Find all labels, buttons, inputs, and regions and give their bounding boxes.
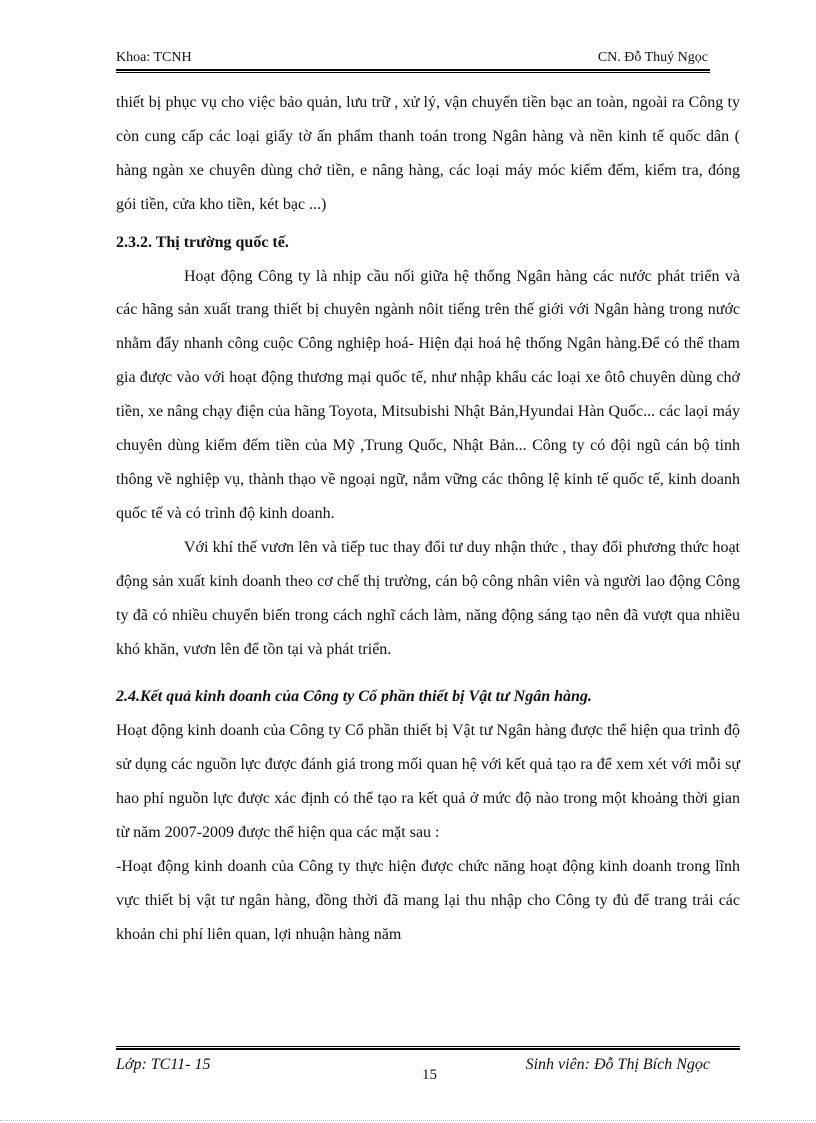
document-body [116, 86, 740, 952]
footer-class: Lớp: TC11- 15 [116, 1056, 211, 1073]
section-2-3-2-paragraph-2: Với khí thế vươn lên và tiếp tuc thay đổi tư duy nhận thức , thay đổi phương thức hoạt động sản xuất kinh doanh theo cơ chế thị trường, cán bộ công nhân viên và người lao động Công ty đã có nhiều chuyển biến trong cách nghĩ cách làm, năng động sáng tạo nên đã vượt qua nhiều khó khăn, vươn lên để tồn tại và phát triển. [116, 538, 740, 658]
page-bottom-border [0, 1120, 816, 1121]
section-2-4-paragraph-1: Hoạt động kinh doanh của Công ty Cổ phần thiết bị Vật tư Ngân hàng được thể hiện qua trình độ sử dụng các nguồn lực được đánh giá trong mối quan hệ với kết quả tạo ra để xem xét với mỗi sự hao phí nguồn lực được xác định có thể tạo ra kết quả ở mức độ nào trong một khoảng thời gian từ năm 2007-2009 được thể hiện qua các mặt sau : [116, 722, 740, 842]
footer-student: Sinh viên: Đỗ Thị Bích Ngọc [525, 1056, 710, 1073]
header-faculty: Khoa: TCNH [116, 50, 192, 65]
section-2-3-2-paragraph-1: Hoạt động Công ty là nhịp cầu nối giữa hệ thống Ngân hàng các nước phát triển và các hãng sản xuất trang thiết bị chuyên ngành nôit tiếng trên thế giới với Ngân hàng trong nước nhằm đẩy nhanh công cuộc Công nghiệp hoá- Hiện đại hoá hệ thống Ngân hàng.Để có thể tham gia được vào với hoạt động thương mại quốc tế, như nhập khẩu các loại xe ôtô chuyên dùng chở tiền, xe nâng chạy điện của hãng Toyota, Mitsubishi Nhật Bản,Hyundai Hàn Quốc... các laọi máy chuyên dùng kiểm đếm tiền của Mỹ ,Trung Quốc, Nhật Bản... Công ty có đội ngũ cán bộ tinh thông về nghiệp vụ, thành thạo về ngoại ngữ, nắm vững các thông lệ kinh tế quốc tế, kinh doanh quốc tế và có trình độ kinh doanh. [116, 267, 740, 522]
page-header [116, 50, 710, 68]
page-footer [116, 1053, 740, 1093]
section-2-4-paragraph-2: -Hoạt động kinh doanh của Công ty thực hiện được chức năng hoạt động kinh doanh trong lĩnh vực thiết bị vật tư ngân hàng, đồng thời đã mang lại thu nhập cho Công ty đủ để trang trải các khoản chi phí liên quan, lợi nhuận hàng năm [116, 857, 740, 943]
section-2-4-heading: 2.4.Kết quả kinh doanh của Công ty Cổ phần thiết bị Vật tư Ngân hàng. [116, 688, 592, 706]
header-rule [116, 69, 710, 73]
page-number: 15 [422, 1067, 437, 1083]
section-2-3-2-heading: 2.3.2. Thị trường quốc tế. [116, 233, 289, 251]
header-supervisor: CN. Đỗ Thuý Ngọc [597, 50, 708, 65]
intro-paragraph: thiết bị phục vụ cho việc bảo quản, lưu trữ , xử lý, vận chuyển tiền bạc an toàn, ngoài ra Công ty còn cung cấp các loại giấy tờ ấn phẩm thanh toán trong Ngân hàng và nền kinh tế quốc dân ( hàng ngàn xe chuyên dùng chở tiền, e nâng hàng, các loại máy móc kiểm đếm, kiểm tra, đóng gói tiền, cửa kho tiền, két bạc ...) [116, 94, 740, 213]
footer-rule [116, 1046, 740, 1050]
